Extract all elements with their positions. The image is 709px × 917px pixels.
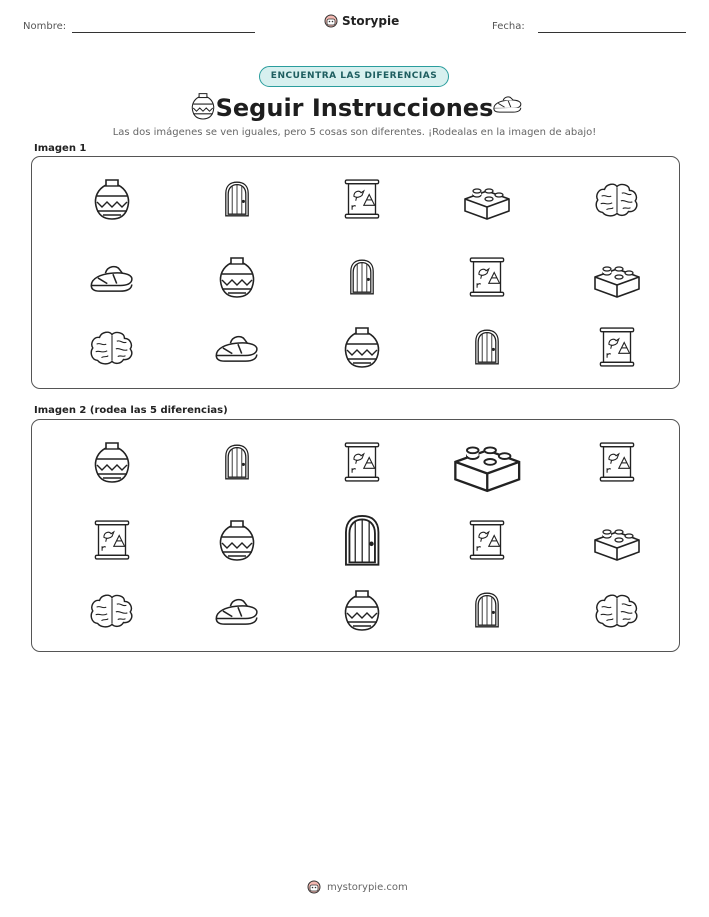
vase-icon[interactable]	[342, 325, 382, 369]
brand-logo	[324, 14, 399, 28]
page-title: Seguir Instrucciones	[215, 94, 494, 122]
brick-icon[interactable]	[592, 518, 642, 562]
door-icon[interactable]	[471, 324, 503, 370]
door-icon[interactable]	[339, 507, 385, 574]
scroll-icon[interactable]	[344, 439, 380, 485]
date-label: Fecha:	[492, 21, 525, 32]
scroll-icon[interactable]	[599, 439, 635, 485]
sandal-icon	[492, 91, 522, 117]
brain-icon[interactable]	[88, 590, 136, 630]
date-line[interactable]	[538, 32, 686, 33]
door-icon[interactable]	[346, 254, 378, 300]
brain-icon[interactable]	[593, 179, 641, 219]
scroll-icon[interactable]	[599, 324, 635, 370]
instructions-text: Las dos imágenes se ven iguales, pero 5 cosas son diferentes. ¡Rodealas en la imagen de abajo!	[112, 127, 597, 138]
footer-url: mystorypie.com	[327, 881, 408, 893]
storypie-mascot-icon	[307, 880, 321, 894]
vase-icon[interactable]	[217, 255, 257, 299]
brand-name: Storypie	[342, 14, 400, 28]
scroll-icon[interactable]	[344, 176, 380, 222]
sandal-icon[interactable]	[88, 261, 136, 293]
vase-icon[interactable]	[92, 177, 132, 221]
scroll-icon[interactable]	[469, 517, 505, 563]
scroll-icon[interactable]	[469, 254, 505, 300]
activity-badge: ENCUENTRA LAS DIFERENCIAS	[259, 66, 449, 87]
storypie-mascot-icon	[324, 14, 338, 28]
vase-icon[interactable]	[217, 518, 257, 562]
brain-icon[interactable]	[593, 590, 641, 630]
vase-icon[interactable]	[92, 440, 132, 484]
sandal-icon[interactable]	[213, 594, 261, 626]
footer	[307, 880, 408, 894]
door-icon[interactable]	[221, 176, 253, 222]
brick-icon[interactable]	[592, 255, 642, 299]
brick-icon[interactable]	[462, 177, 512, 221]
image1-label: Imagen 1	[34, 143, 87, 154]
door-icon[interactable]	[221, 439, 253, 485]
sandal-icon[interactable]	[213, 331, 261, 363]
image2-panel[interactable]	[31, 419, 680, 652]
vase-icon[interactable]	[342, 588, 382, 632]
image2-label: Imagen 2 (rodea las 5 diferencias)	[34, 405, 228, 416]
brick-icon[interactable]	[451, 430, 524, 494]
door-icon[interactable]	[471, 587, 503, 633]
name-label: Nombre:	[23, 21, 67, 32]
scroll-icon[interactable]	[94, 517, 130, 563]
image1-panel	[31, 156, 680, 389]
name-line[interactable]	[72, 32, 255, 33]
brain-icon[interactable]	[88, 327, 136, 367]
